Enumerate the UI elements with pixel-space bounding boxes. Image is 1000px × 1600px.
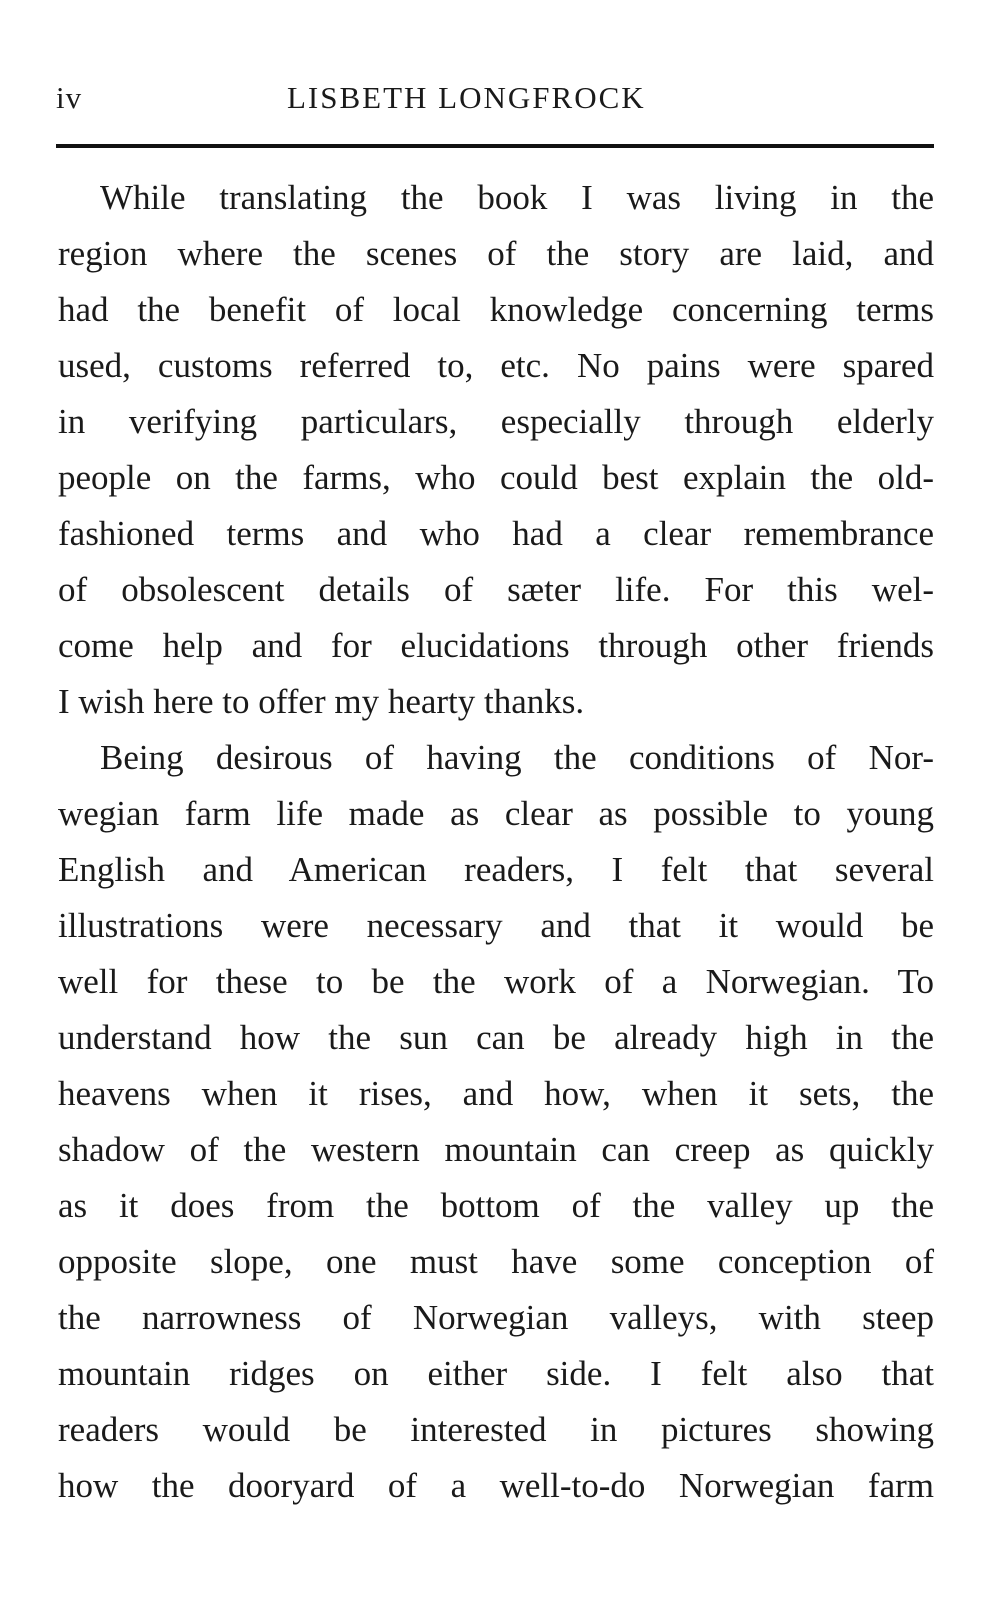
text-line: as it does from the bottom of the valley up the xyxy=(58,1186,934,1225)
page-number: iv xyxy=(56,80,83,115)
text-line: illustrations were necessary and that it would be xyxy=(58,906,934,945)
running-title: LISBETH LONGFROCK xyxy=(287,80,646,115)
text-line: people on the farms, who could best explain the old- xyxy=(58,458,934,497)
text-line: had the benefit of local knowledge concerning terms xyxy=(58,290,934,329)
text-line: Being desirous of having the conditions of Nor- xyxy=(100,738,934,777)
text-line: used, customs referred to, etc. No pains were spared xyxy=(58,346,934,385)
text-line: wegian farm life made as clear as possible to young xyxy=(58,794,934,833)
text-line: of obsolescent details of sæter life. For this wel- xyxy=(58,570,934,609)
text-line: fashioned terms and who had a clear remembrance xyxy=(58,514,934,553)
text-line: well for these to be the work of a Norwegian. To xyxy=(58,962,934,1001)
text-line: heavens when it rises, and how, when it sets, the xyxy=(58,1074,934,1113)
text-line: I wish here to offer my hearty thanks. xyxy=(58,682,585,721)
text-line: readers would be interested in pictures showing xyxy=(58,1410,934,1449)
text-line: how the dooryard of a well-to-do Norwegian farm xyxy=(58,1466,934,1505)
text-line: understand how the sun can be already high in the xyxy=(58,1018,934,1057)
page-header xyxy=(56,80,936,130)
text-line: region where the scenes of the story are laid, and xyxy=(58,234,934,273)
text-line: in verifying particulars, especially through elderly xyxy=(58,402,934,441)
text-line: English and American readers, I felt that several xyxy=(58,850,934,889)
paragraph-1 xyxy=(58,170,934,730)
paragraph-2 xyxy=(58,730,934,1514)
text-line: shadow of the western mountain can creep as quickly xyxy=(58,1130,934,1169)
text-line: opposite slope, one must have some conception of xyxy=(58,1242,934,1281)
text-line: While translating the book I was living in the xyxy=(100,178,934,217)
header-rule xyxy=(56,144,934,148)
text-line: the narrowness of Norwegian valleys, with steep xyxy=(58,1298,934,1337)
body-text xyxy=(58,170,934,1514)
text-line: mountain ridges on either side. I felt also that xyxy=(58,1354,934,1393)
text-line: come help and for elucidations through other friends xyxy=(58,626,934,665)
